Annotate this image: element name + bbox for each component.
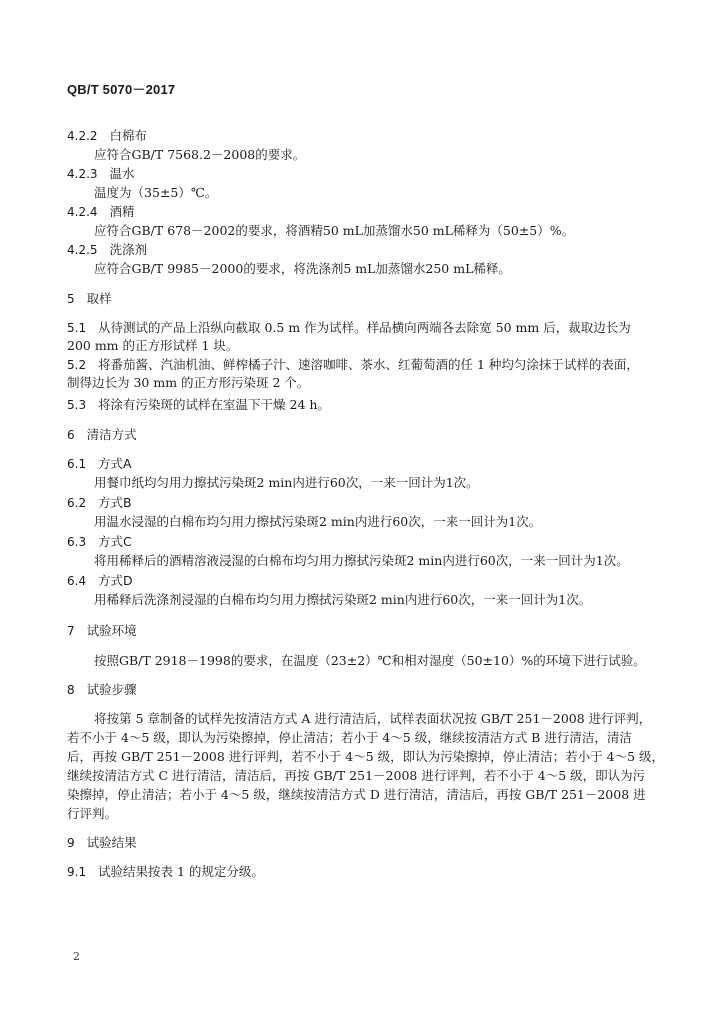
section-5-heading bbox=[67, 290, 112, 308]
standard-code: QB/T 5070－2017 bbox=[67, 82, 176, 97]
section-number: 7 bbox=[67, 624, 75, 638]
clause-4-2-2-body: 应符合GB/T 7568.2－2008的要求。 bbox=[94, 147, 306, 162]
section-8-line-4: 继续按清洁方式 C 进行清洁，清洁后，再按 GB/T 251－2008 进行评判，若不小于 4～5 级，即认为污 bbox=[67, 768, 646, 783]
clause-6-4-body: 用稀释后洗涤剂浸湿的白棉布均匀用力擦拭污染斑2 min内进行60次，一来一回计为1次。 bbox=[94, 592, 592, 607]
section-title: 试验环境 bbox=[86, 623, 137, 638]
clause-number: 4.2.5 bbox=[67, 243, 98, 257]
clause-5-3 bbox=[67, 396, 330, 414]
clause-6-3-body: 将用稀释后的酒精溶液浸湿的白棉布均匀用力擦拭污染斑2 min内进行60次，一来一回计为1次。 bbox=[94, 553, 629, 568]
clause-5-2-line-2: 制得边长为 30 mm 的正方形污染斑 2 个。 bbox=[67, 375, 310, 390]
clause-title: 方式D bbox=[98, 573, 133, 588]
section-title: 清洁方式 bbox=[86, 427, 137, 442]
clause-4-2-3-body: 温度为（35±5）℃。 bbox=[94, 185, 218, 200]
section-number: 9 bbox=[67, 836, 75, 850]
clause-number: 6.3 bbox=[67, 535, 87, 549]
clause-4-2-5-heading bbox=[67, 241, 147, 259]
clause-title: 方式B bbox=[98, 495, 132, 510]
clause-title: 方式A bbox=[98, 456, 132, 471]
clause-4-2-4-heading bbox=[67, 203, 134, 221]
clause-6-4-heading bbox=[67, 572, 133, 590]
section-8-line-1: 将按第 5 章制备的试样先按清洁方式 A 进行清洁后，试样表面状况按 GB/T 251－2008 进行评判， bbox=[94, 711, 652, 726]
clause-4-2-3-heading bbox=[67, 165, 134, 183]
clause-title: 温水 bbox=[109, 166, 135, 181]
section-9-heading bbox=[67, 834, 137, 852]
section-6-heading bbox=[67, 426, 137, 444]
section-title: 取样 bbox=[86, 291, 112, 306]
clause-number: 4.2.4 bbox=[67, 205, 98, 219]
clause-6-2-body: 用温水浸湿的白棉布均匀用力擦拭污染斑2 min内进行60次，一来一回计为1次。 bbox=[94, 514, 542, 529]
clause-number: 4.2.2 bbox=[67, 129, 98, 143]
page-number: 2 bbox=[73, 950, 80, 963]
clause-number: 5.1 bbox=[67, 321, 87, 335]
clause-number: 6.1 bbox=[67, 457, 87, 471]
clause-text: 从待测试的产品上沿纵向截取 0.5 m 作为试样。样品横向两端各去除宽 50 mm 后，裁取边长为 bbox=[98, 320, 631, 335]
clause-title: 酒精 bbox=[109, 204, 135, 219]
clause-text: 将涂有污染斑的试样在室温下干燥 24 h。 bbox=[98, 397, 330, 412]
section-title: 试验步骤 bbox=[86, 682, 137, 697]
section-number: 5 bbox=[67, 292, 75, 306]
section-number: 8 bbox=[67, 683, 75, 697]
clause-title: 白棉布 bbox=[109, 128, 147, 143]
clause-6-3-heading bbox=[67, 533, 132, 551]
clause-9-1 bbox=[67, 863, 264, 881]
clause-4-2-4-body: 应符合GB/T 678－2002的要求，将酒精50 mL加蒸馏水50 mL稀释为（50±5）%。 bbox=[94, 223, 575, 238]
clause-number: 5.3 bbox=[67, 398, 87, 412]
section-8-line-5: 染擦掉，停止清洁；若小于 4～5 级，继续按清洁方式 D 进行清洁，清洁后，再按 GB/T 251－2008 进 bbox=[67, 787, 646, 802]
clause-number: 5.2 bbox=[67, 358, 87, 372]
clause-4-2-5-body: 应符合GB/T 9985－2000的要求，将洗涤剂5 mL加蒸馏水250 mL稀释。 bbox=[94, 261, 511, 276]
clause-text: 将番茄酱、汽油机油、鲜榨橘子汁、速溶咖啡、茶水、红葡萄酒的任 1 种均匀涂抹于试样的表面， bbox=[98, 357, 639, 372]
clause-6-1-heading bbox=[67, 455, 132, 473]
clause-number: 4.2.3 bbox=[67, 167, 98, 181]
clause-number: 9.1 bbox=[67, 865, 87, 879]
section-title: 试验结果 bbox=[86, 835, 137, 850]
section-7-body: 按照GB/T 2918－1998的要求，在温度（23±2）℃和相对湿度（50±10）%的环境下进行试验。 bbox=[94, 653, 646, 668]
clause-title: 洗涤剂 bbox=[109, 242, 147, 257]
section-8-line-2: 若不小于 4～5 级，即认为污染擦掉，停止清洁；若小于 4～5 级，继续按清洁方式 B 进行清洁，清洁 bbox=[67, 730, 632, 745]
clause-4-2-2-heading bbox=[67, 127, 147, 145]
clause-6-1-body: 用餐巾纸均匀用力擦拭污染斑2 min内进行60次，一来一回计为1次。 bbox=[94, 475, 479, 490]
clause-title: 方式C bbox=[98, 534, 132, 549]
clause-5-2-line-1 bbox=[67, 356, 639, 374]
section-8-heading bbox=[67, 681, 137, 699]
clause-5-1-line-1 bbox=[67, 319, 631, 337]
section-8-line-3: 后，再按 GB/T 251－2008 进行评判，若不小于 4～5 级，即认为污染擦掉，停止清洁；若小于 4～5 级， bbox=[67, 749, 665, 764]
section-8-line-6: 行评判。 bbox=[67, 806, 118, 821]
section-number: 6 bbox=[67, 428, 75, 442]
clause-number: 6.2 bbox=[67, 496, 87, 510]
clause-number: 6.4 bbox=[67, 574, 87, 588]
section-7-heading bbox=[67, 622, 137, 640]
clause-6-2-heading bbox=[67, 494, 132, 512]
clause-text: 试验结果按表 1 的规定分级。 bbox=[98, 864, 264, 879]
clause-5-1-line-2: 200 mm 的正方形试样 1 块。 bbox=[67, 338, 239, 353]
